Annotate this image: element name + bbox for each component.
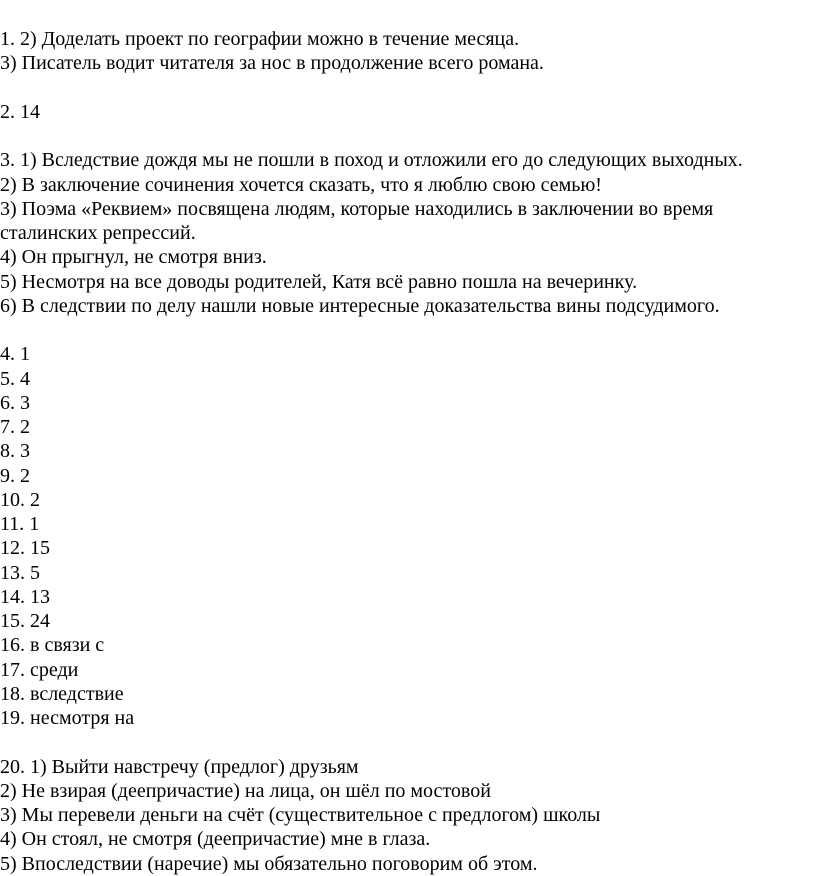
text-line: 3) Писатель водит читателя за нос в продолжение всего романа.: [0, 52, 544, 75]
text-line: 3. 1) Вследствие дождя мы не пошли в поход и отложили его до следующих выходных.: [0, 149, 743, 172]
text-line: 12. 15: [0, 537, 50, 560]
text-line: 15. 24: [0, 610, 50, 632]
text-line: 17. среди: [0, 658, 79, 681]
text-line: 7. 2: [0, 416, 30, 438]
section-answer-20: [0, 755, 812, 876]
text-line: 9. 2: [0, 464, 30, 487]
section-answer-2: [0, 100, 812, 124]
text-line: 5. 4: [0, 367, 30, 390]
text-line: 3) Поэма «Реквием» посвящена людям, которые находились в заключении во время: [0, 197, 714, 220]
text-line: сталинских репрессий.: [0, 222, 196, 244]
text-line: 4) Он прыгнул, не смотря вниз.: [0, 246, 267, 269]
text-line: 6) В следствии по делу нашли новые интересные доказательства вины подсудимого.: [0, 294, 720, 317]
section-answer-1: [0, 27, 812, 76]
text-line: 8. 3: [0, 440, 30, 463]
text-line: 19. несмотря на: [0, 707, 135, 729]
text-line: 3) Мы перевели деньги на счёт (существительное с предлогом) школы: [0, 804, 601, 826]
text-line: 16. в связи с: [0, 634, 105, 657]
text-line: 10. 2: [0, 488, 40, 511]
section-answers-4-19: [0, 342, 812, 730]
text-line: 2. 14: [0, 100, 40, 123]
blank-line: [0, 76, 812, 100]
section-answer-3: [0, 148, 812, 318]
blank-line: [0, 730, 812, 754]
text-line: 13. 5: [0, 561, 40, 584]
text-line: 2) Не взирая (деепричастие) на лица, он шёл по мостовой: [0, 779, 491, 802]
text-line: 20. 1) Выйти навстречу (предлог) друзьям: [0, 755, 359, 778]
text-line: 4) Он стоял, не смотря (деепричастие) мне в глаза.: [0, 828, 431, 851]
text-line: 4. 1: [0, 343, 30, 366]
text-line: 5) Впоследствии (наречие) мы обязательно поговорим об этом.: [0, 852, 538, 875]
text-line: 1. 2) Доделать проект по географии можно в течение месяца.: [0, 28, 520, 50]
blank-line: [0, 318, 812, 342]
text-line: 6. 3: [0, 391, 30, 414]
text-line: 14. 13: [0, 585, 50, 608]
text-line: 2) В заключение сочинения хочется сказать, что я люблю свою семью!: [0, 173, 602, 196]
text-line: 18. вследствие: [0, 682, 124, 705]
blank-line: [0, 124, 812, 148]
answer-document: [0, 27, 812, 876]
text-line: 5) Несмотря на все доводы родителей, Катя всё равно пошла на вечеринку.: [0, 270, 638, 293]
text-line: 11. 1: [0, 513, 40, 535]
